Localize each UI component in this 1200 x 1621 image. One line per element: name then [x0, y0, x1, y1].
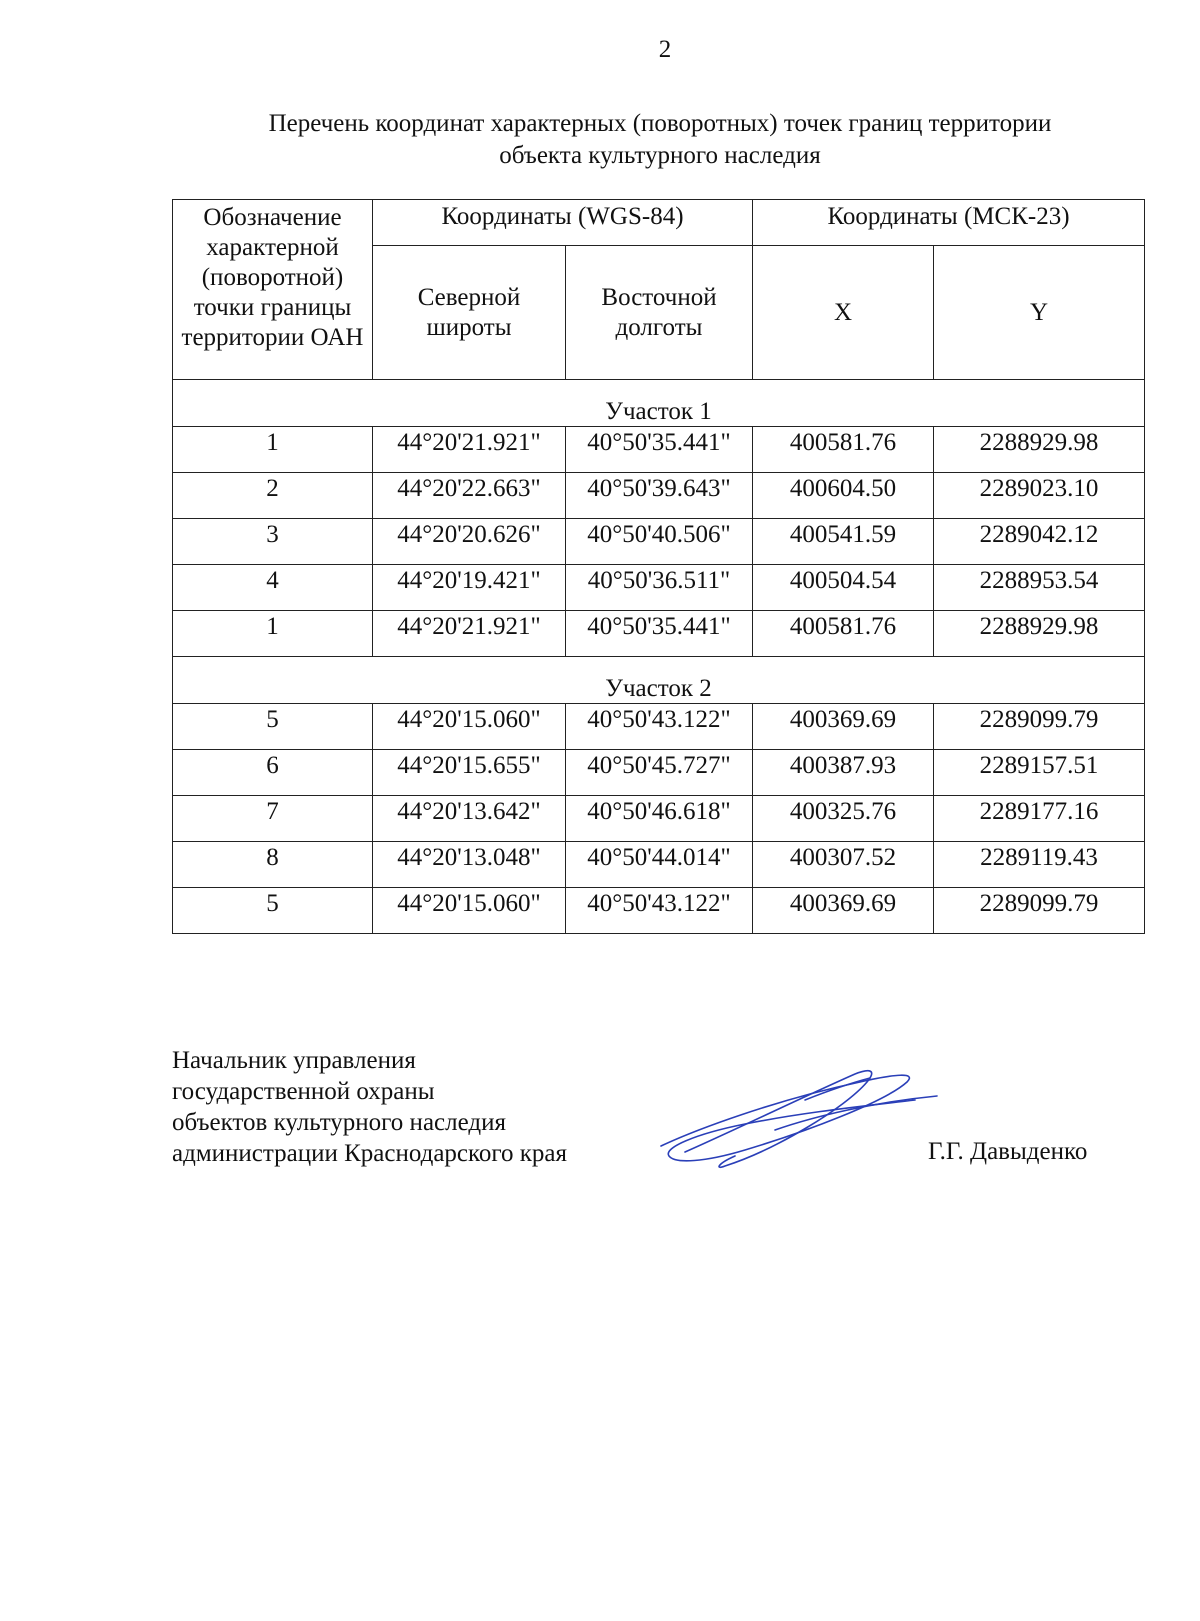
signatory-position	[172, 1045, 567, 1169]
position-line: объектов культурного наследия	[172, 1109, 506, 1136]
header-latitude: Северной широты	[373, 246, 566, 380]
cell-lat: 44°20'15.060"	[373, 704, 566, 750]
position-line: государственной охраны	[172, 1078, 435, 1105]
cell-point: 6	[173, 750, 373, 796]
section-title: Участок 1	[173, 380, 1145, 427]
cell-lon: 40°50'36.511"	[566, 565, 753, 611]
table-row	[173, 750, 1145, 796]
table-row	[173, 565, 1145, 611]
header-x: X	[753, 246, 934, 380]
cell-x: 400504.54	[753, 565, 934, 611]
cell-lat: 44°20'21.921"	[373, 611, 566, 657]
cell-lon: 40°50'40.506"	[566, 519, 753, 565]
cell-point: 7	[173, 796, 373, 842]
cell-point: 5	[173, 888, 373, 934]
cell-point: 1	[173, 611, 373, 657]
cell-x: 400387.93	[753, 750, 934, 796]
cell-lat: 44°20'13.048"	[373, 842, 566, 888]
table-row	[173, 473, 1145, 519]
table-row	[173, 519, 1145, 565]
document-title-line-1: Перечень координат характерных (поворотных) точек границ территории	[268, 110, 1052, 137]
cell-lon: 40°50'43.122"	[566, 704, 753, 750]
cell-lat: 44°20'21.921"	[373, 427, 566, 473]
cell-y: 2289119.43	[934, 842, 1145, 888]
cell-x: 400581.76	[753, 427, 934, 473]
handwritten-signature	[655, 1060, 945, 1180]
cell-point: 1	[173, 427, 373, 473]
cell-lon: 40°50'44.014"	[566, 842, 753, 888]
header-point-designation: Обозначение характерной (поворотной) точки границы территории ОАН	[173, 200, 373, 380]
cell-lon: 40°50'43.122"	[566, 888, 753, 934]
table-row	[173, 796, 1145, 842]
cell-y: 2289099.79	[934, 704, 1145, 750]
document-title	[180, 108, 1140, 172]
table-row	[173, 704, 1145, 750]
cell-y: 2288953.54	[934, 565, 1145, 611]
cell-lat: 44°20'19.421"	[373, 565, 566, 611]
cell-lat: 44°20'20.626"	[373, 519, 566, 565]
cell-x: 400604.50	[753, 473, 934, 519]
table-row	[173, 888, 1145, 934]
position-line: Начальник управления	[172, 1047, 416, 1074]
cell-lat: 44°20'15.655"	[373, 750, 566, 796]
cell-y: 2288929.98	[934, 427, 1145, 473]
cell-y: 2289157.51	[934, 750, 1145, 796]
cell-lon: 40°50'39.643"	[566, 473, 753, 519]
cell-y: 2289177.16	[934, 796, 1145, 842]
section-title: Участок 2	[173, 657, 1145, 704]
cell-x: 400581.76	[753, 611, 934, 657]
header-wgs84: Координаты (WGS-84)	[373, 200, 753, 246]
header-longitude: Восточной долготы	[566, 246, 753, 380]
header-msk23: Координаты (МСК-23)	[753, 200, 1145, 246]
section-row	[173, 657, 1145, 704]
cell-point: 8	[173, 842, 373, 888]
document-title-line-2: объекта культурного наследия	[499, 142, 821, 169]
cell-x: 400541.59	[753, 519, 934, 565]
page-number: 2	[658, 36, 672, 63]
header-y: Y	[934, 246, 1145, 380]
cell-lat: 44°20'22.663"	[373, 473, 566, 519]
signer-name: Г.Г. Давыденко	[928, 1138, 1088, 1165]
cell-lon: 40°50'35.441"	[566, 427, 753, 473]
cell-point: 2	[173, 473, 373, 519]
cell-x: 400369.69	[753, 888, 934, 934]
table-row	[173, 611, 1145, 657]
cell-lon: 40°50'35.441"	[566, 611, 753, 657]
cell-y: 2289042.12	[934, 519, 1145, 565]
cell-point: 4	[173, 565, 373, 611]
table-row	[173, 427, 1145, 473]
table-body	[173, 380, 1145, 934]
cell-y: 2288929.98	[934, 611, 1145, 657]
cell-x: 400325.76	[753, 796, 934, 842]
section-row	[173, 380, 1145, 427]
cell-y: 2289023.10	[934, 473, 1145, 519]
position-line: администрации Краснодарского края	[172, 1140, 568, 1167]
cell-lon: 40°50'45.727"	[566, 750, 753, 796]
table-row	[173, 842, 1145, 888]
cell-point: 3	[173, 519, 373, 565]
cell-x: 400369.69	[753, 704, 934, 750]
cell-x: 400307.52	[753, 842, 934, 888]
cell-point: 5	[173, 704, 373, 750]
cell-lat: 44°20'13.642"	[373, 796, 566, 842]
cell-lat: 44°20'15.060"	[373, 888, 566, 934]
cell-lon: 40°50'46.618"	[566, 796, 753, 842]
coordinates-table	[172, 199, 1145, 934]
cell-y: 2289099.79	[934, 888, 1145, 934]
